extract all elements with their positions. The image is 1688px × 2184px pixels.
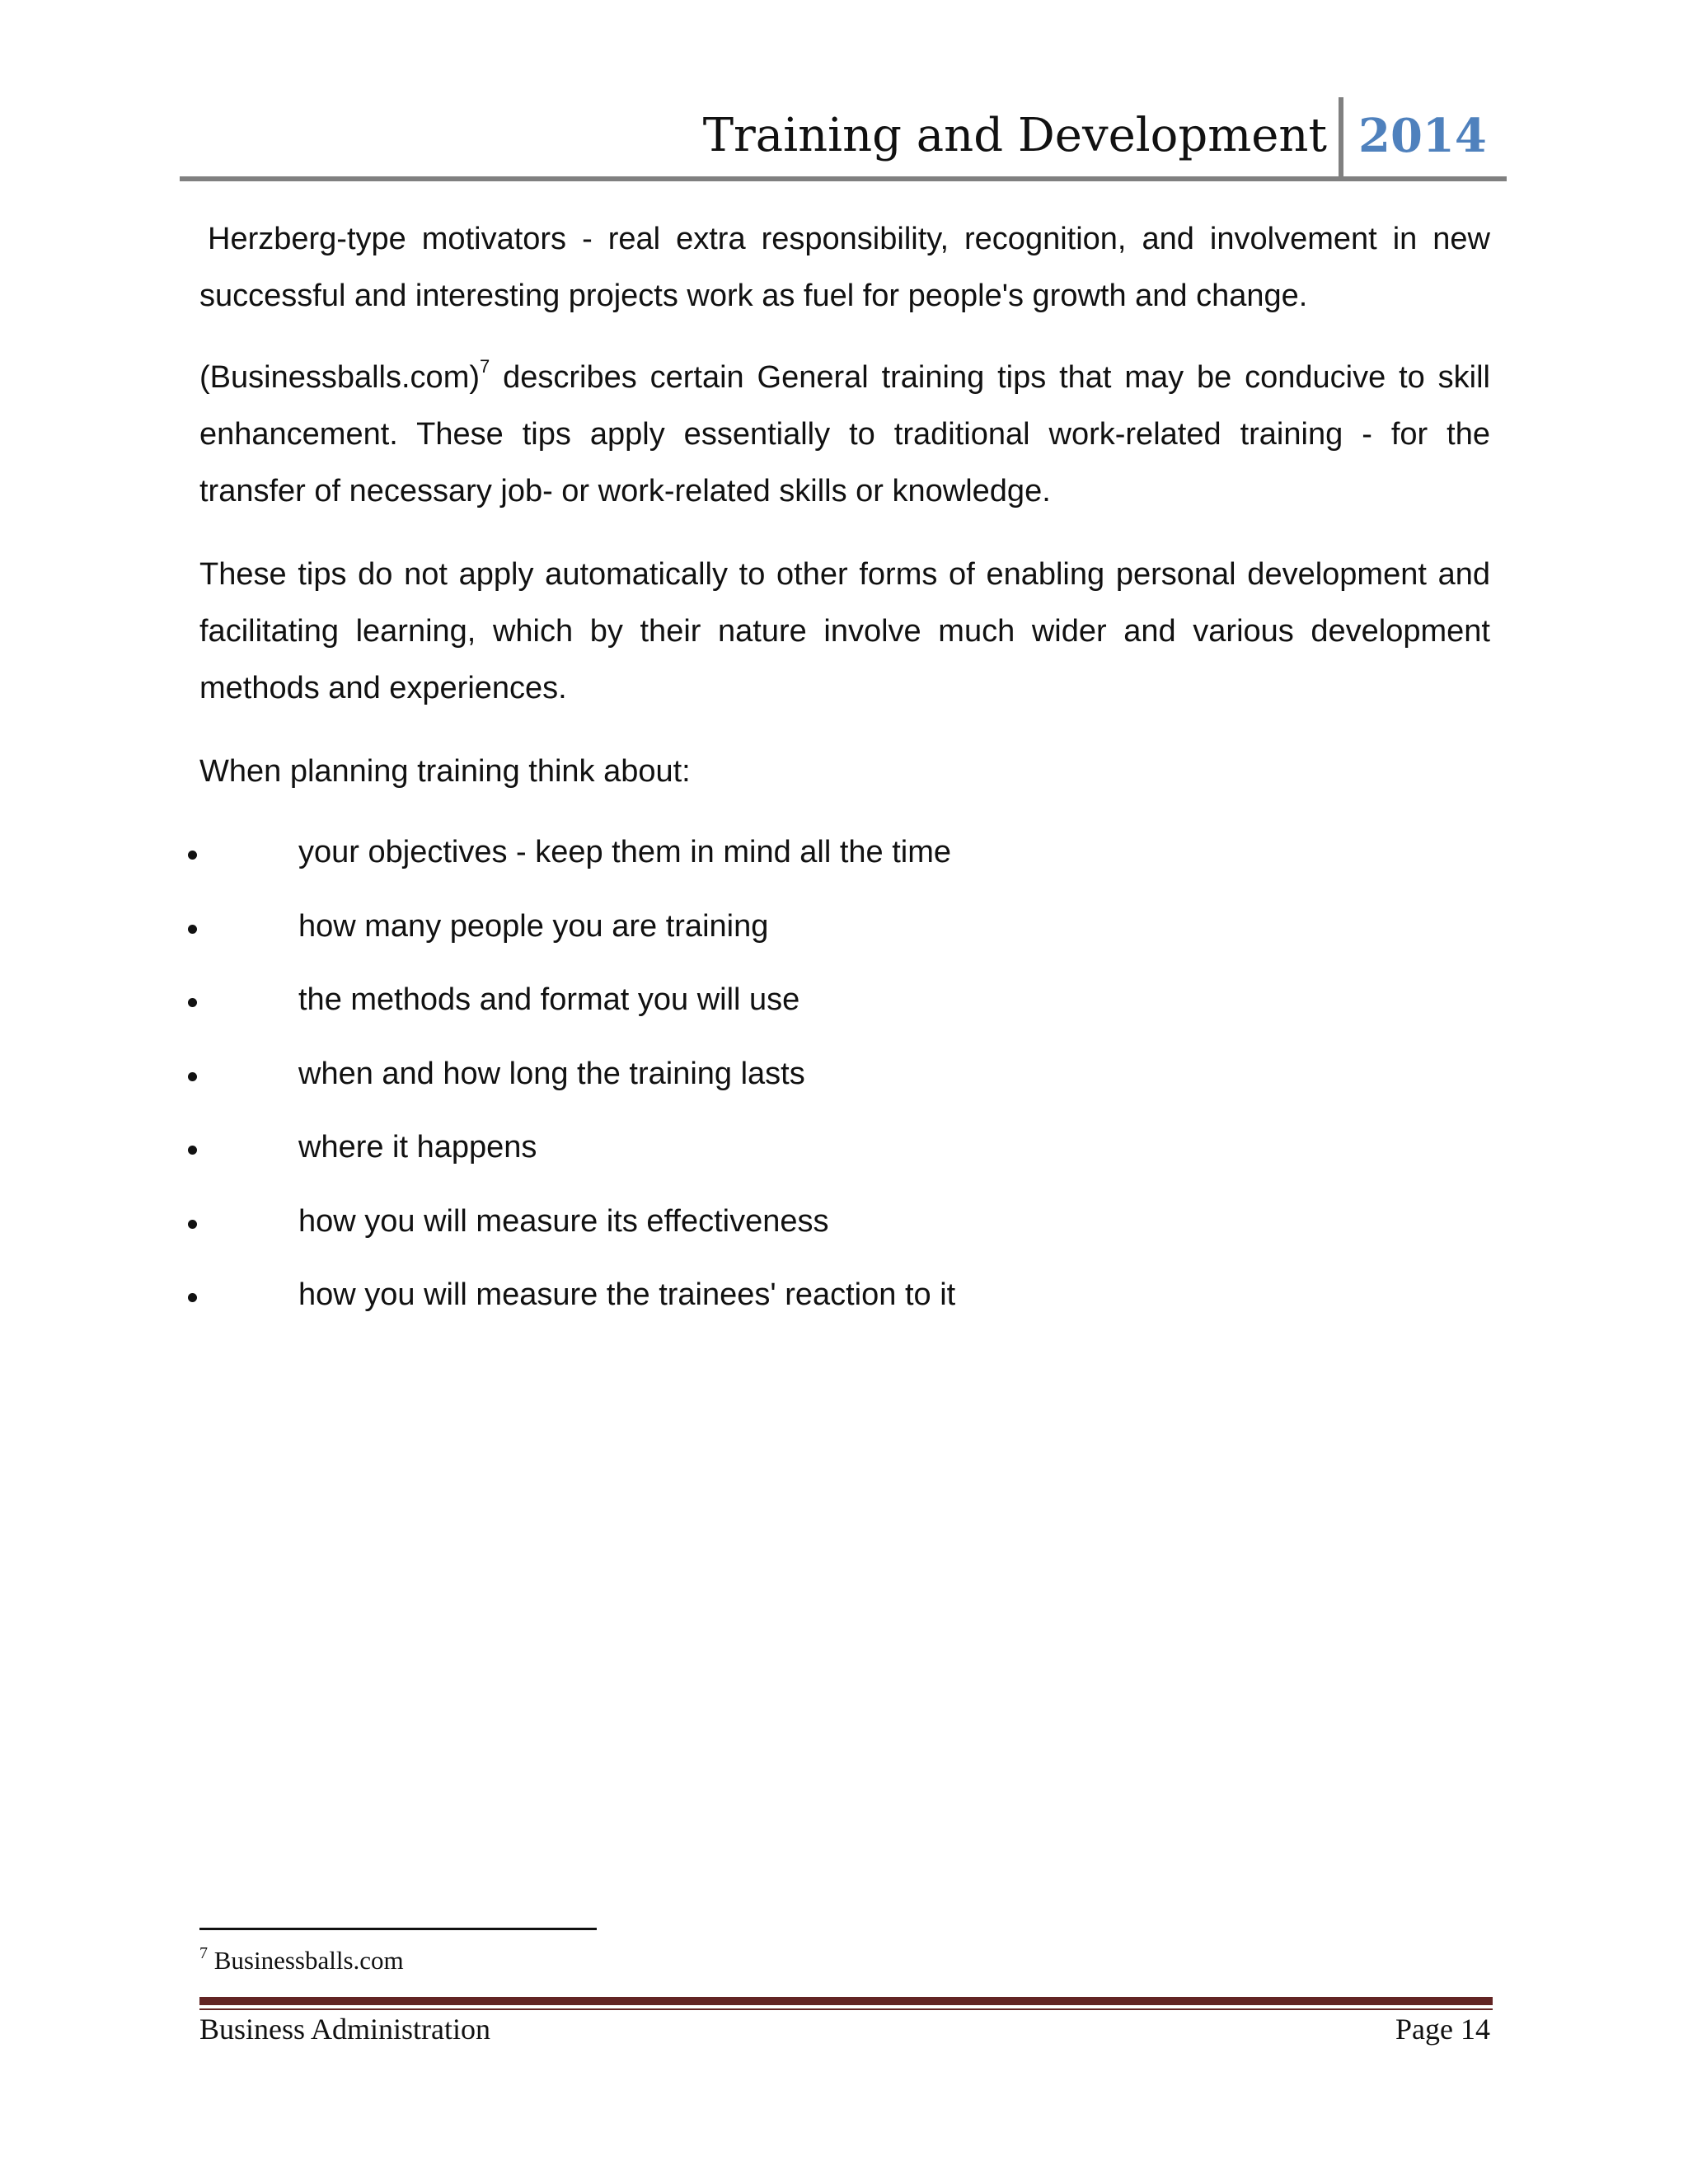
- bullet-icon: [188, 851, 197, 860]
- header-separator: [1339, 97, 1343, 180]
- footnote-reference[interactable]: 7: [480, 356, 490, 377]
- list-item-text: how you will measure its effectiveness: [298, 1203, 829, 1239]
- paragraph-training-tips: [199, 349, 1490, 520]
- list-item-text: how many people you are training: [298, 908, 769, 944]
- page-number: Page 14: [1395, 2013, 1490, 2046]
- paragraph-planning-intro: When planning training think about:: [199, 754, 691, 789]
- list-item-text: where it happens: [298, 1130, 537, 1165]
- footer-rule: [199, 1997, 1493, 2005]
- list-item-text: your objectives - keep them in mind all the time: [298, 835, 952, 869]
- footnote-text: Businessballs.com: [208, 1946, 404, 1975]
- header-title: Training and Development: [702, 109, 1327, 162]
- paragraph-herzberg-text: Herzberg-type motivators - real extra responsibility, recognition, and involvement in new successful and interesting projects work as fuel for people's growth and change.: [199, 222, 1490, 313]
- footer-rule-thin: [199, 2008, 1493, 2010]
- bullet-icon: [188, 1072, 197, 1081]
- paragraph-training-tips-text: describes certain General training tips that may be conducive to skill enhancement. These tips apply essentially to traditional work-related training - for the transfer of necessary job- or work-related skills or knowledge.: [199, 360, 1490, 509]
- paragraph-tips-scope: These tips do not apply automatically to other forms of enabling personal development and facilitating learning, which by their nature involve much wider and various development methods and experiences.: [199, 557, 1490, 705]
- list-item-text: the methods and format you will use: [298, 982, 800, 1017]
- bullet-icon: [188, 1220, 197, 1229]
- paragraph-herzberg: [199, 211, 1490, 325]
- bullet-icon: [188, 1293, 197, 1302]
- footnote: [199, 1943, 404, 1975]
- list-item-text: when and how long the training lasts: [298, 1056, 805, 1091]
- citation-source: (Businessballs.com): [199, 360, 480, 395]
- header-rule: [180, 176, 1507, 181]
- footnote-separator: [199, 1928, 597, 1930]
- bullet-icon: [188, 925, 197, 934]
- page-header: [180, 97, 1507, 180]
- header-year: 2014: [1358, 109, 1487, 163]
- footnote-number: 7: [199, 1943, 208, 1962]
- list-item-text: how you will measure the trainees' reaction to it: [298, 1277, 956, 1312]
- bullet-icon: [188, 998, 197, 1007]
- bullet-icon: [188, 1146, 197, 1155]
- footer-department: Business Administration: [199, 2013, 491, 2046]
